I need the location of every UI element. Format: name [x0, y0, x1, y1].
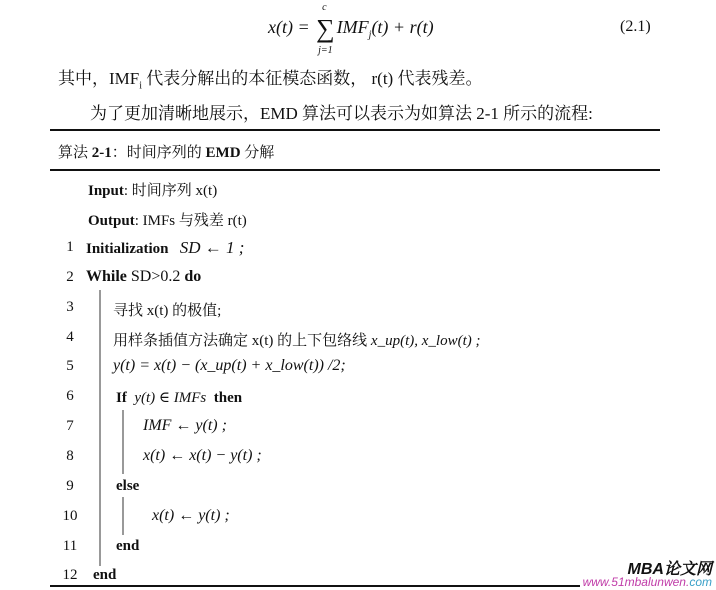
line-number: 5 — [66, 358, 74, 374]
algo-caption: 算法 2-1：时间序列的 EMD 分解 — [58, 145, 275, 161]
algo-line-7: IMF ← y(t) ; — [143, 417, 227, 434]
algo-mid-rule — [50, 169, 660, 171]
algo-line-8: x(t) ← x(t) − y(t) ; — [143, 447, 262, 464]
paragraph-1: 其中，$IMF_i$ 代表分解出的本征模态函数， r(t) 代表残差。 — [58, 69, 483, 92]
algo-line-10: x(t) ← y(t) ; — [152, 507, 230, 524]
while-block-bar — [99, 290, 101, 566]
watermark-url: www.51mbalunwen.com — [582, 575, 712, 589]
line-number: 3 — [66, 299, 74, 315]
line-number: 12 — [62, 567, 78, 583]
algo-top-rule — [50, 129, 660, 131]
paragraph-2: 为了更加清晰地展示，EMD 算法可以表示为如算法 2-1 所示的流程: — [90, 104, 593, 123]
line-number: 11 — [62, 538, 78, 554]
line-number: 2 — [66, 269, 74, 285]
line-number: 4 — [66, 329, 74, 345]
algo-line-2: While SD>0.2 do — [86, 268, 202, 285]
line-number: 6 — [66, 388, 74, 404]
equation: x(t) = ∑ c j=1 $IMF_j(t) + r(t)$ — [268, 2, 434, 56]
line-number: 9 — [66, 478, 74, 494]
if-block-bar — [122, 410, 124, 474]
line-number: 8 — [66, 448, 74, 464]
equation-number: (2.1) — [620, 18, 651, 35]
algo-line-4: 用样条插值方法确定 x(t) 的上下包络线 x_up(t), x_low(t) ; — [113, 333, 481, 349]
algo-line-5: y(t) = x(t) − (x_up(t) + x_low(t)) /2; — [113, 357, 346, 374]
line-number: 10 — [62, 508, 78, 524]
algo-line-12: end — [93, 567, 117, 583]
algo-line-9: else — [116, 478, 140, 494]
watermark-logo: MBA论文网 — [627, 561, 712, 578]
algo-line-11: end — [116, 538, 140, 554]
algo-line-1: Initialization SD ← 1 ; — [86, 238, 245, 257]
else-block-bar — [122, 497, 124, 535]
algo-line-3: 寻找 x(t) 的极值; — [113, 303, 222, 319]
line-number: 1 — [66, 239, 74, 255]
algo-input: Input: 时间序列 x(t) — [88, 183, 218, 199]
line-number: 7 — [66, 418, 74, 434]
algo-output: Output: IMFs 与残差 r(t) — [88, 213, 247, 229]
algo-line-6: If y(t) ∈ IMFs then — [116, 390, 243, 406]
algo-bottom-rule — [50, 585, 580, 587]
sum-symbol: ∑ c j=1 — [316, 2, 335, 56]
